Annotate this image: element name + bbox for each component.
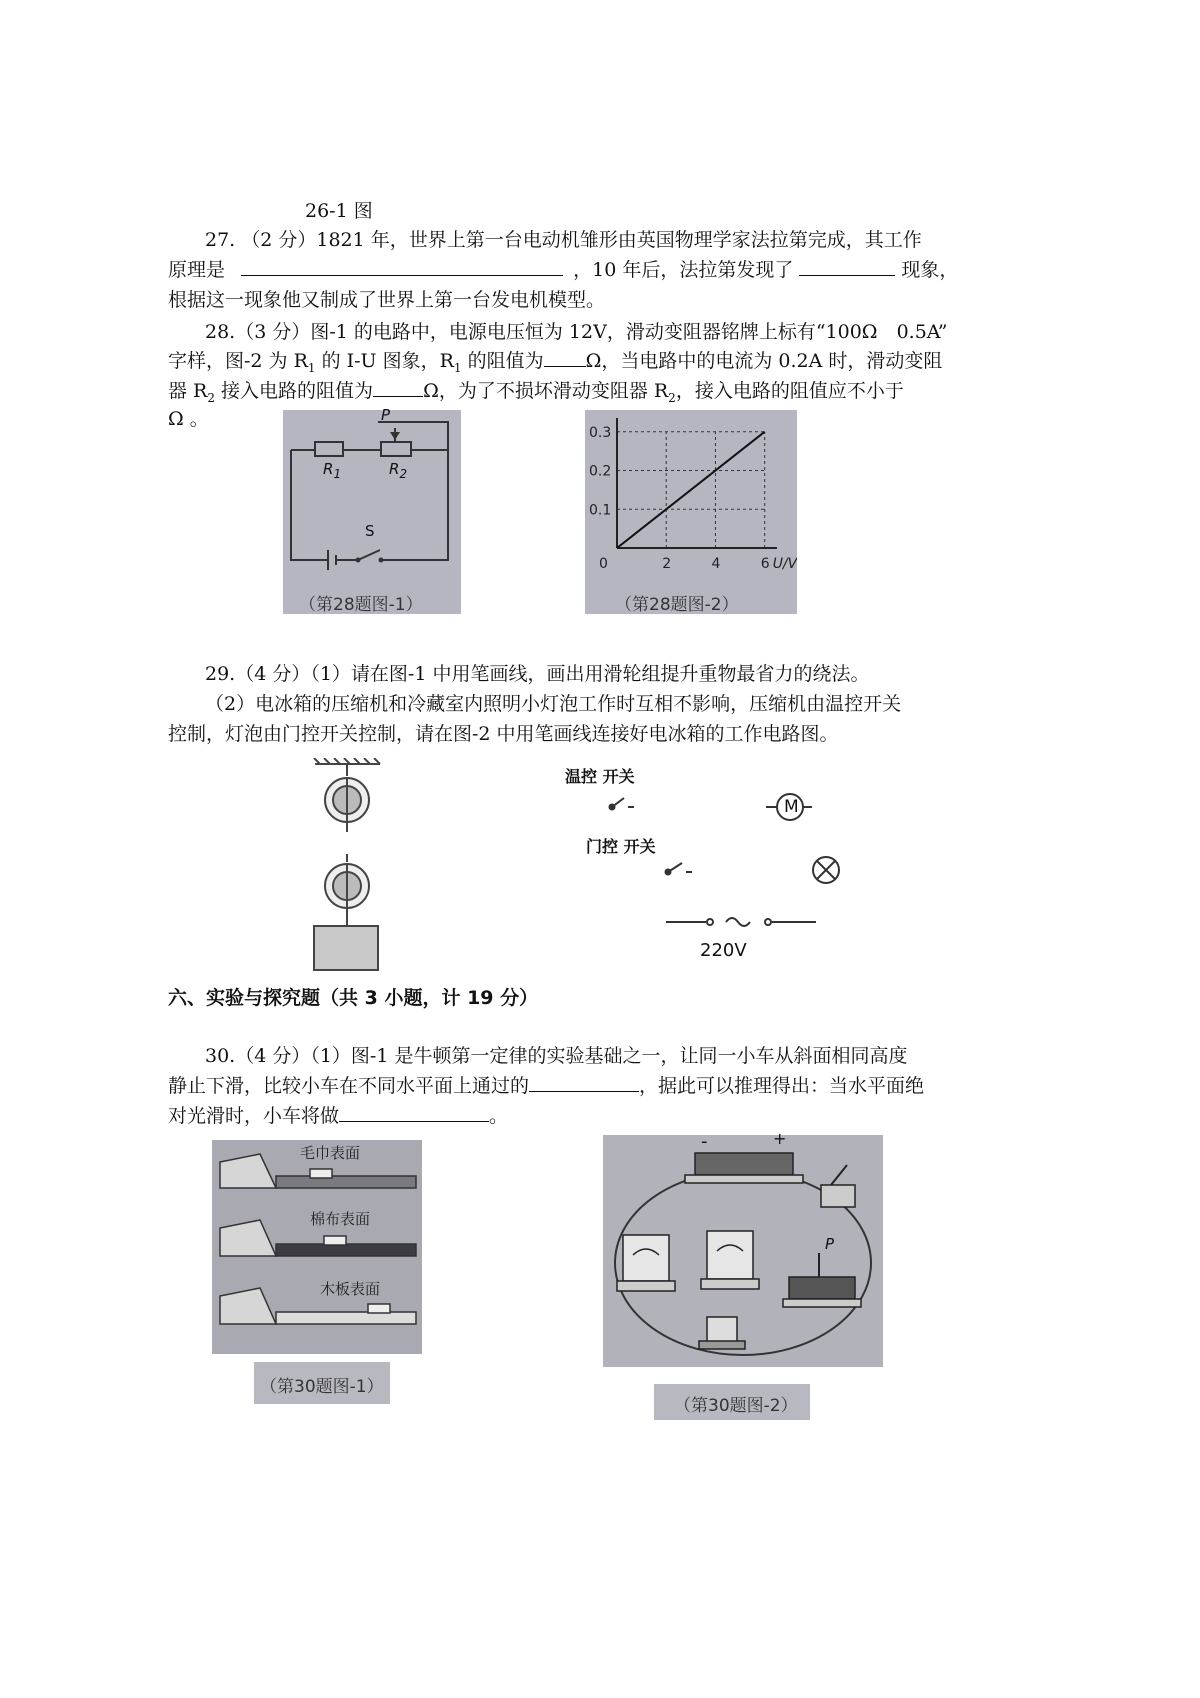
q27-blank-1[interactable] [241,257,563,276]
q30-fig1-caption-box [254,1362,390,1404]
x-axis-unit-label: U/V [772,556,797,572]
q28-line1: 28.（3 分）图-1 的电路中，电源电压恒为 12V，滑动变阻器铭牌上标有“100Ω 0.5A” [205,321,948,343]
q28-blank-2[interactable] [373,378,423,397]
battery-plus-label: + [773,1129,787,1148]
q30-fig1-caption: （第30题图-1） [260,1377,384,1397]
cotton-surface-label: 棉布表面 [310,1210,371,1228]
x-tick-label-3: 6 [760,556,770,572]
q27-line3: 根据这一现象他又制成了世界上第一台发电机模型。 [168,289,606,311]
r2-subscript: 2 [668,390,676,405]
q30-figure-2 [603,1129,883,1367]
q30-figure-1 [212,1140,422,1354]
q27-blank-2[interactable] [799,257,895,276]
voltage-label: 220V [700,940,747,961]
resistor-label-r2: $R_2$ [389,460,408,481]
x-tick-label-1: 2 [662,556,672,572]
slider-label-p: P [381,406,391,424]
q28-line3 [168,377,904,405]
q28-fig1-caption: （第28题图-1） [299,595,423,615]
y-tick-label-1: 0.3 [589,424,612,441]
section-6-heading: 六、实验与探究题（共 3 小题，计 19 分） [168,987,539,1009]
q28-line3-c: Ω，为了不损坏滑动变阻器 R [423,380,669,402]
y-tick-label-3: 0.1 [589,502,612,519]
q27-line2-c: 现象， [901,259,959,281]
q30-line2 [168,1072,924,1100]
q30-fig2-caption-box [654,1384,810,1420]
thermo-switch-label: 温控 开关 [565,767,635,786]
q30-line3 [168,1102,508,1130]
door-switch-label: 门控 开关 [586,837,656,856]
q29-line3: 控制，灯泡由门控开关控制，请在图-2 中用笔画线连接好电冰箱的工作电路图。 [168,723,839,745]
q30-line1: 30.（4 分）（1）图-1 是牛顿第一定律的实验基础之一，让同一小车从斜面相同高度 [205,1045,908,1067]
q28-figure-2 [585,410,797,614]
switch-label-s: S [365,522,375,540]
q28-blank-1[interactable] [544,348,586,367]
pulley-system-figure [310,758,390,972]
q28-line2-c: 的阻值为 [467,350,544,372]
fig26-caption: 26-1 图 [305,200,373,222]
q27-line1: 27. （2 分）1821 年，世界上第一台电动机雏形由英国物理学家法拉第完成，其工作 [205,229,922,251]
q30-line3-a: 对光滑时，小车将做 [168,1105,340,1127]
q28-line3-a: 器 R [168,380,208,402]
apparatus-circuit [603,1135,883,1367]
wood-surface-label: 木板表面 [320,1280,381,1298]
circuit-diagram [283,410,461,614]
resistor-label-r1: $R_1$ [323,460,342,481]
x-tick-label-2: 4 [711,556,721,572]
fridge-circuit-figure [560,762,840,972]
motor-symbol: M [784,797,799,817]
q27-line2 [168,256,958,284]
q30-line2-b: ，据此可以推理得出：当水平面绝 [639,1075,925,1097]
q27-line2-b: ，10 年后，法拉第发现了 [573,259,794,281]
q29-line1: 29.（4 分）（1）请在图-1 中用笔画线，画出用滑轮组提升重物最省力的绕法。 [205,663,870,685]
q30-line3-b: 。 [489,1105,509,1127]
q28-line2-d: Ω，当电路中的电流为 0.2A 时，滑动变阻 [585,350,943,372]
y-tick-label-2: 0.2 [589,463,612,480]
q28-fig2-caption: （第28题图-2） [615,595,739,615]
towel-surface-label: 毛巾表面 [300,1144,361,1162]
q28-line2 [168,347,942,375]
q28-line4: Ω 。 [168,408,209,430]
q28-figure-1 [283,406,461,615]
q30-line2-a: 静止下滑，比较小车在不同水平面上通过的 [168,1075,530,1097]
q28-line3-d: ，接入电路的阻值应不小于 [675,380,904,402]
r1-subscript: 1 [453,360,462,375]
incline-surfaces [212,1140,422,1354]
q29-line2: （2）电冰箱的压缩机和冷藏室内照明小灯泡工作时互相不影响，压缩机由温控开关 [205,693,902,715]
q30-blank-1[interactable] [529,1073,639,1092]
r2-subscript: 2 [207,390,215,405]
q30-fig2-caption: （第30题图-2） [674,1396,798,1416]
slider-label-p: P [825,1235,835,1253]
iu-graph [585,410,797,614]
r1-subscript: 1 [307,360,316,375]
q30-blank-2[interactable] [339,1103,489,1122]
battery-minus-label: - [701,1131,708,1152]
q27-line2-a: 原理是 [168,259,226,281]
q28-line3-b: 接入电路的阻值为 [221,380,374,402]
origin-label: 0 [599,556,608,572]
q28-line2-a: 字样，图-2 为 R [168,350,308,372]
q28-line2-b: 的 I-U 图象，R [321,350,454,372]
